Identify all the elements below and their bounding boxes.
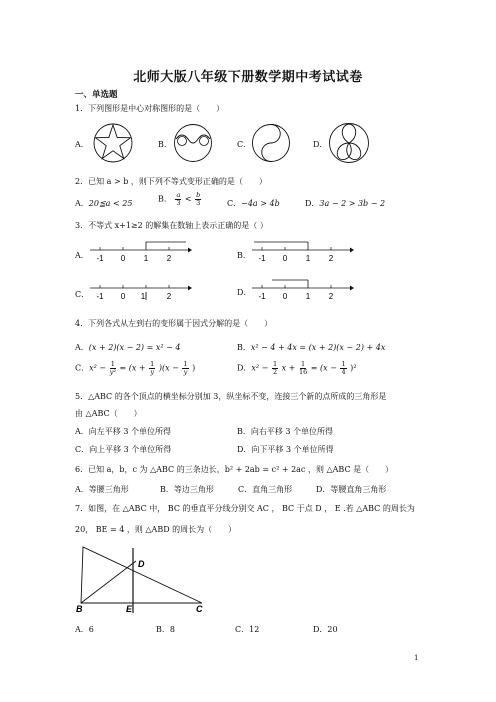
- yin-yang-figure: [251, 123, 291, 163]
- tick-label: 2: [166, 254, 172, 263]
- question-5-text-cont: 由 △ABC（ ）: [75, 409, 142, 418]
- q2-option-c: C．−4a > 4b: [227, 199, 280, 208]
- vertex-label-b: B: [76, 604, 83, 614]
- question-4-text: 4．下列各式从左到右的变形属于因式分解的是（ ）: [75, 319, 273, 328]
- vertex-label-c: C: [196, 604, 203, 614]
- star-in-circle-figure: [92, 122, 134, 164]
- circle-with-arcs-figure: [172, 123, 214, 163]
- q6-option-b: B．等边三角形: [160, 485, 214, 494]
- q3-option-a-label: A．: [75, 251, 89, 260]
- tick-label: 0: [120, 254, 126, 263]
- page-title: 北师大版八年级下册数学期中考试试卷: [133, 70, 363, 85]
- q7-option-b: B．8: [156, 625, 175, 634]
- tick-label: 0: [282, 292, 288, 301]
- tick-label: -1: [258, 292, 266, 301]
- q4-option-b: B．x² − 4 + 4x = (x + 2)(x − 2) + 4x: [237, 343, 386, 352]
- q6-option-d: D．等腰直角三角形: [316, 485, 387, 494]
- question-3-text: 3．不等式 x+1≥2 的解集在数轴上表示正确的是（ ）: [75, 221, 268, 230]
- q4-option-a: A．(x + 2)(x − 2) = x² − 4: [75, 343, 181, 352]
- q7-option-d: D．20: [313, 625, 338, 634]
- tick-label: 0: [120, 292, 126, 301]
- q2-option-a: A．20≦a < 25: [75, 199, 133, 208]
- q3-option-b-label: B．: [237, 251, 251, 260]
- tick-label: 1: [305, 254, 311, 263]
- triangle-figure: [74, 545, 214, 615]
- question-5-text: 5．△ABC 的各个顶点的横坐标分别加 3，纵坐标不变，连接三个新的点所成的三角形是: [75, 392, 387, 401]
- tick-label: 1: [140, 292, 146, 301]
- tick-label: 2: [328, 292, 334, 301]
- q5-option-c: C．向上平移 3 个单位所得: [75, 445, 172, 454]
- q4-option-d: D．x² − $\frac{1}{2}$ x + $\frac{1}{16}$ = (x − $\frac{1}{4}$ )²: [237, 360, 357, 376]
- question-6-text: 6．已知 a，b，c 为 △ABC 的三条边长，b² + 2ab = c² + 2ac ，则 △ABC 是（ ）: [75, 465, 394, 474]
- question-7-text: 7．如图，在 △ABC 中， BC 的垂直平分线分别交 AC ， BC 于点 D ， E .若 △ABC 的周长为: [75, 504, 415, 513]
- q1-option-a-label: A．: [75, 140, 89, 149]
- tick-label: 1: [143, 254, 149, 263]
- q5-option-d: D．向下平移 3 个单位所得: [237, 445, 334, 454]
- question-1-text: 1．下列图形是中心对称图形的是（ ）: [75, 104, 225, 113]
- page-number: 1: [414, 654, 419, 662]
- number-line-d: [250, 276, 354, 304]
- section-heading: 一、单选题: [75, 90, 118, 100]
- q1-option-c-label: C．: [237, 140, 252, 149]
- tick-label: 2: [166, 292, 172, 301]
- tick-label: 0: [282, 254, 288, 263]
- point-label-d: D: [138, 559, 145, 569]
- tick-label: -1: [96, 254, 104, 263]
- q6-option-c: C．直角三角形: [238, 485, 293, 494]
- q3-option-d-label: D．: [237, 288, 252, 297]
- question-7-text-cont: 20， BE = 4 ，则 △ABD 的周长为（ ）: [75, 525, 237, 534]
- number-line-b: [250, 238, 354, 266]
- point-label-e: E: [126, 604, 133, 614]
- q4-option-c: C．x² − $\frac{1}{\text{y²}}$ = (x + $\frac{1}{y}$ )(x − $\frac{1}{y}$ ): [75, 360, 196, 376]
- q6-option-a: A．等腰三角形: [75, 485, 129, 494]
- number-line-a: [88, 238, 192, 266]
- q5-option-a: A．向左平移 3 个单位所得: [75, 427, 171, 436]
- q3-option-c-label: C．: [75, 290, 90, 299]
- q1-option-b-label: B．: [158, 140, 172, 149]
- q7-option-c: C．12: [235, 625, 260, 634]
- tick-label: -1: [258, 254, 266, 263]
- tick-label: -1: [96, 292, 104, 301]
- number-line-c: [88, 276, 192, 304]
- q2-option-b: B． $\frac{a}{3}$ < $\frac{b}{3}$: [158, 191, 201, 207]
- tick-label: 1: [305, 292, 311, 301]
- q2-option-d: D．3a − 2 > 3b − 2: [305, 199, 386, 208]
- q5-option-b: B．向右平移 3 个单位所得: [237, 427, 334, 436]
- q7-option-a: A．6: [75, 625, 94, 634]
- three-petal-circle-figure: [327, 121, 371, 165]
- tick-label: 2: [328, 254, 334, 263]
- question-2-text: 2．已知 a > b ，则下列不等式变形正确的是（ ）: [75, 177, 267, 186]
- q1-option-d-label: D．: [313, 140, 328, 149]
